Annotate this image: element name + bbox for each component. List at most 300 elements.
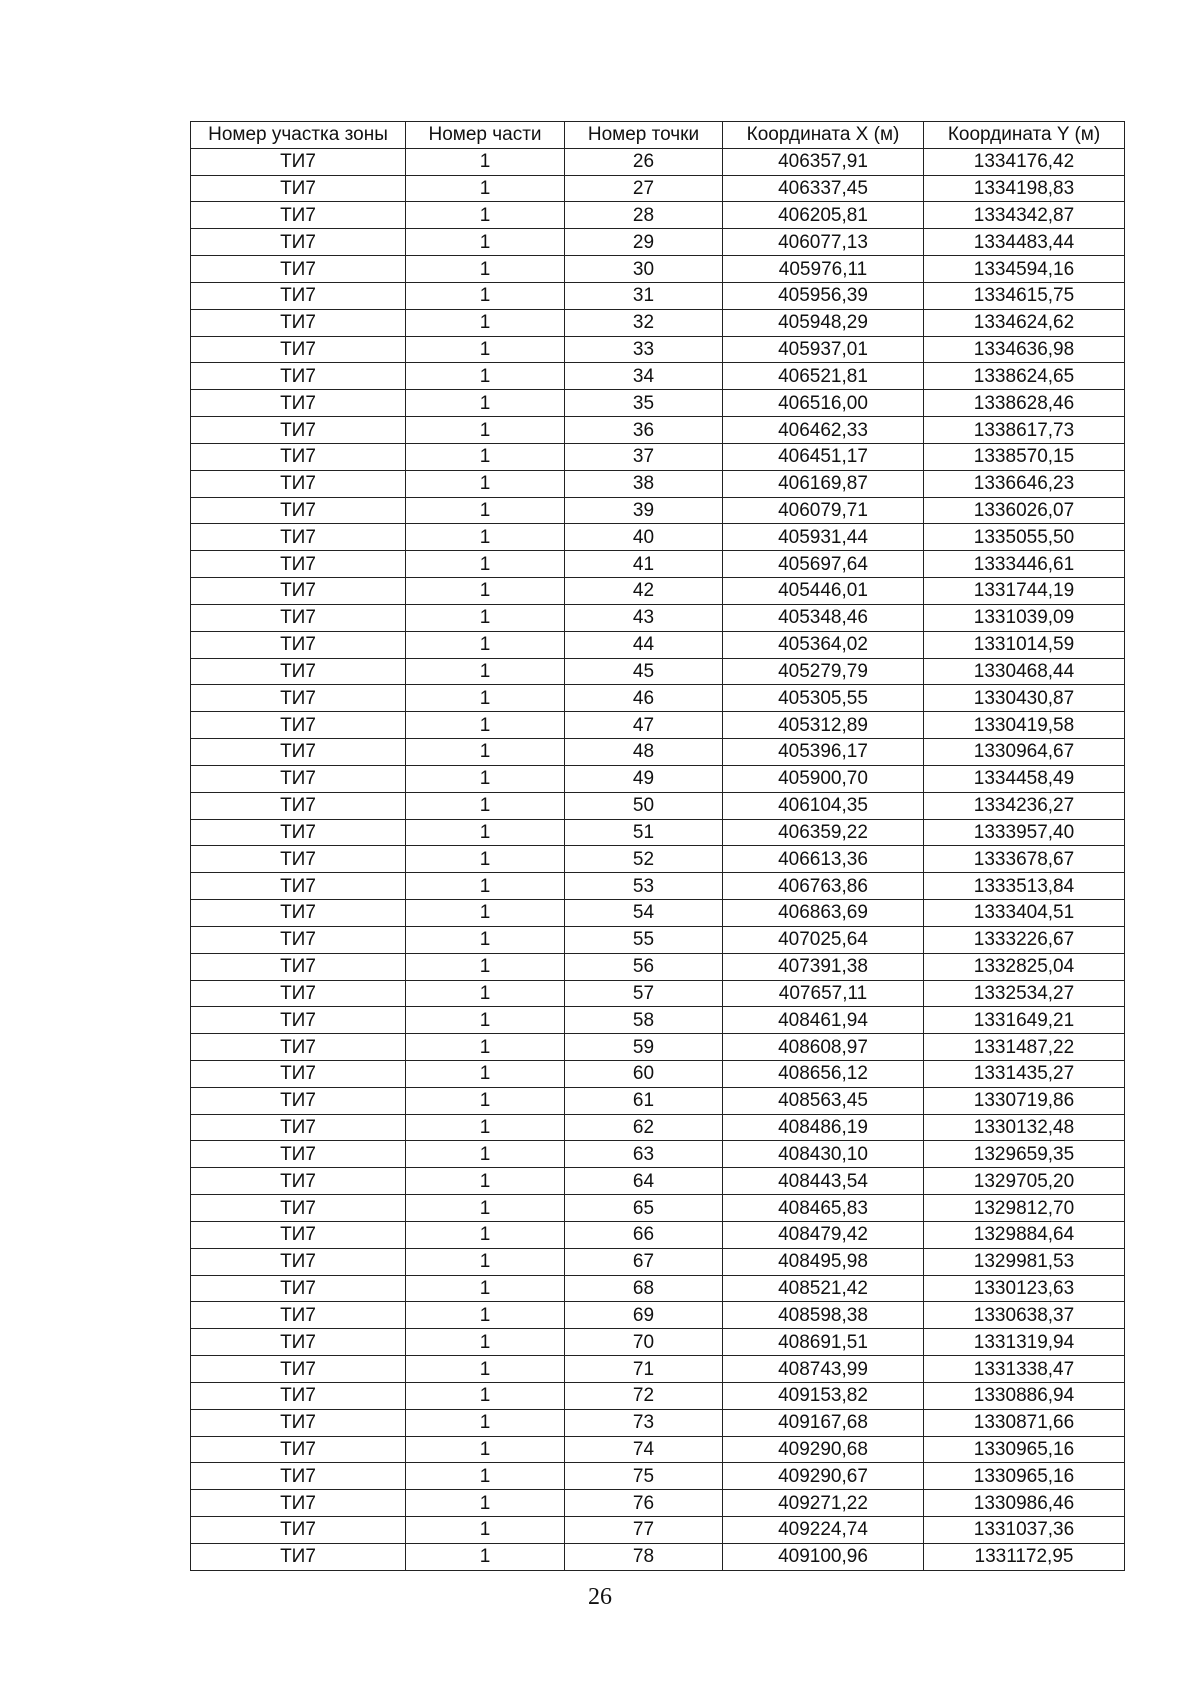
cell-part-number: 1	[406, 1060, 565, 1087]
cell-coordinate-x: 407657,11	[723, 980, 924, 1007]
cell-coordinate-y: 1330430,87	[924, 685, 1125, 712]
cell-point-number: 50	[565, 792, 723, 819]
cell-zone-section: ТИ7	[191, 631, 406, 658]
cell-coordinate-x: 406763,86	[723, 873, 924, 900]
cell-zone-section: ТИ7	[191, 1060, 406, 1087]
cell-coordinate-y: 1334624,62	[924, 309, 1125, 336]
table-row	[191, 1329, 1125, 1356]
cell-coordinate-x: 406462,33	[723, 417, 924, 444]
cell-coordinate-x: 405976,11	[723, 256, 924, 283]
table-row	[191, 256, 1125, 283]
cell-point-number: 65	[565, 1195, 723, 1222]
cell-zone-section: ТИ7	[191, 148, 406, 175]
cell-zone-section: ТИ7	[191, 1302, 406, 1329]
cell-coordinate-y: 1330132,48	[924, 1114, 1125, 1141]
cell-part-number: 1	[406, 148, 565, 175]
cell-point-number: 52	[565, 846, 723, 873]
cell-part-number: 1	[406, 1034, 565, 1061]
cell-coordinate-x: 405446,01	[723, 578, 924, 605]
cell-zone-section: ТИ7	[191, 256, 406, 283]
cell-point-number: 56	[565, 953, 723, 980]
cell-coordinate-x: 405279,79	[723, 658, 924, 685]
cell-point-number: 78	[565, 1543, 723, 1570]
cell-zone-section: ТИ7	[191, 926, 406, 953]
cell-part-number: 1	[406, 336, 565, 363]
cell-zone-section: ТИ7	[191, 1195, 406, 1222]
cell-coordinate-y: 1334483,44	[924, 229, 1125, 256]
table-row	[191, 1463, 1125, 1490]
table-row	[191, 1034, 1125, 1061]
cell-coordinate-x: 408461,94	[723, 1007, 924, 1034]
cell-zone-section: ТИ7	[191, 497, 406, 524]
table-row	[191, 631, 1125, 658]
cell-coordinate-y: 1333957,40	[924, 819, 1125, 846]
cell-part-number: 1	[406, 1141, 565, 1168]
cell-coordinate-y: 1334594,16	[924, 256, 1125, 283]
cell-part-number: 1	[406, 497, 565, 524]
table-row	[191, 148, 1125, 175]
cell-part-number: 1	[406, 846, 565, 873]
cell-coordinate-x: 409153,82	[723, 1382, 924, 1409]
cell-zone-section: ТИ7	[191, 417, 406, 444]
table-row	[191, 1168, 1125, 1195]
table-row	[191, 1114, 1125, 1141]
cell-zone-section: ТИ7	[191, 363, 406, 390]
cell-coordinate-x: 406516,00	[723, 390, 924, 417]
cell-coordinate-y: 1331172,95	[924, 1543, 1125, 1570]
table-row	[191, 846, 1125, 873]
cell-zone-section: ТИ7	[191, 524, 406, 551]
cell-zone-section: ТИ7	[191, 1409, 406, 1436]
cell-zone-section: ТИ7	[191, 1275, 406, 1302]
table-row	[191, 739, 1125, 766]
table-row	[191, 1007, 1125, 1034]
cell-part-number: 1	[406, 604, 565, 631]
table-row	[191, 953, 1125, 980]
cell-zone-section: ТИ7	[191, 980, 406, 1007]
cell-point-number: 49	[565, 765, 723, 792]
cell-coordinate-y: 1329705,20	[924, 1168, 1125, 1195]
cell-coordinate-y: 1333226,67	[924, 926, 1125, 953]
cell-point-number: 53	[565, 873, 723, 900]
cell-coordinate-y: 1331014,59	[924, 631, 1125, 658]
cell-zone-section: ТИ7	[191, 1490, 406, 1517]
cell-zone-section: ТИ7	[191, 309, 406, 336]
cell-point-number: 36	[565, 417, 723, 444]
cell-zone-section: ТИ7	[191, 1356, 406, 1383]
cell-coordinate-y: 1331487,22	[924, 1034, 1125, 1061]
cell-part-number: 1	[406, 1543, 565, 1570]
cell-coordinate-y: 1329981,53	[924, 1248, 1125, 1275]
cell-coordinate-x: 408465,83	[723, 1195, 924, 1222]
cell-coordinate-y: 1333446,61	[924, 551, 1125, 578]
cell-coordinate-x: 405900,70	[723, 765, 924, 792]
table-header	[191, 122, 1125, 149]
cell-zone-section: ТИ7	[191, 1114, 406, 1141]
table-row	[191, 1409, 1125, 1436]
cell-part-number: 1	[406, 1517, 565, 1544]
table-row	[191, 1195, 1125, 1222]
cell-point-number: 48	[565, 739, 723, 766]
header-row	[191, 122, 1125, 149]
cell-part-number: 1	[406, 1329, 565, 1356]
cell-coordinate-y: 1330965,16	[924, 1463, 1125, 1490]
cell-zone-section: ТИ7	[191, 1168, 406, 1195]
cell-point-number: 51	[565, 819, 723, 846]
cell-zone-section: ТИ7	[191, 846, 406, 873]
table-row	[191, 1356, 1125, 1383]
cell-point-number: 59	[565, 1034, 723, 1061]
cell-part-number: 1	[406, 1302, 565, 1329]
cell-point-number: 46	[565, 685, 723, 712]
cell-coordinate-y: 1330871,66	[924, 1409, 1125, 1436]
cell-point-number: 62	[565, 1114, 723, 1141]
cell-zone-section: ТИ7	[191, 1007, 406, 1034]
cell-coordinate-x: 406613,36	[723, 846, 924, 873]
cell-coordinate-y: 1330986,46	[924, 1490, 1125, 1517]
cell-part-number: 1	[406, 819, 565, 846]
cell-coordinate-x: 405305,55	[723, 685, 924, 712]
cell-coordinate-y: 1336646,23	[924, 470, 1125, 497]
cell-coordinate-x: 405396,17	[723, 739, 924, 766]
cell-coordinate-x: 405364,02	[723, 631, 924, 658]
header-coordinate-y: Координата Y (м)	[924, 122, 1125, 149]
cell-part-number: 1	[406, 739, 565, 766]
cell-zone-section: ТИ7	[191, 1087, 406, 1114]
cell-zone-section: ТИ7	[191, 175, 406, 202]
cell-zone-section: ТИ7	[191, 1248, 406, 1275]
cell-part-number: 1	[406, 417, 565, 444]
cell-coordinate-x: 405931,44	[723, 524, 924, 551]
cell-point-number: 63	[565, 1141, 723, 1168]
header-zone-section: Номер участка зоны	[191, 122, 406, 149]
cell-coordinate-y: 1333678,67	[924, 846, 1125, 873]
cell-part-number: 1	[406, 175, 565, 202]
cell-zone-section: ТИ7	[191, 443, 406, 470]
cell-part-number: 1	[406, 256, 565, 283]
header-coordinate-x: Координата X (м)	[723, 122, 924, 149]
cell-part-number: 1	[406, 229, 565, 256]
cell-coordinate-y: 1329884,64	[924, 1221, 1125, 1248]
cell-coordinate-x: 408495,98	[723, 1248, 924, 1275]
table-row	[191, 685, 1125, 712]
table-row	[191, 229, 1125, 256]
cell-coordinate-y: 1330719,86	[924, 1087, 1125, 1114]
cell-zone-section: ТИ7	[191, 1141, 406, 1168]
table-row	[191, 873, 1125, 900]
cell-part-number: 1	[406, 792, 565, 819]
cell-zone-section: ТИ7	[191, 712, 406, 739]
cell-coordinate-y: 1334342,87	[924, 202, 1125, 229]
cell-coordinate-y: 1331435,27	[924, 1060, 1125, 1087]
cell-zone-section: ТИ7	[191, 1382, 406, 1409]
cell-coordinate-y: 1329659,35	[924, 1141, 1125, 1168]
table-row	[191, 309, 1125, 336]
cell-coordinate-y: 1331338,47	[924, 1356, 1125, 1383]
header-part-number: Номер части	[406, 122, 565, 149]
cell-coordinate-x: 407391,38	[723, 953, 924, 980]
cell-coordinate-x: 406357,91	[723, 148, 924, 175]
cell-coordinate-x: 405312,89	[723, 712, 924, 739]
cell-coordinate-y: 1329812,70	[924, 1195, 1125, 1222]
cell-point-number: 66	[565, 1221, 723, 1248]
table-row	[191, 658, 1125, 685]
cell-coordinate-x: 408563,45	[723, 1087, 924, 1114]
table-row	[191, 363, 1125, 390]
table-row	[191, 819, 1125, 846]
cell-coordinate-y: 1334198,83	[924, 175, 1125, 202]
table-row	[191, 578, 1125, 605]
table-row	[191, 792, 1125, 819]
cell-coordinate-y: 1330419,58	[924, 712, 1125, 739]
cell-coordinate-y: 1333513,84	[924, 873, 1125, 900]
cell-coordinate-x: 409224,74	[723, 1517, 924, 1544]
cell-part-number: 1	[406, 578, 565, 605]
cell-point-number: 73	[565, 1409, 723, 1436]
cell-part-number: 1	[406, 765, 565, 792]
cell-point-number: 42	[565, 578, 723, 605]
cell-point-number: 38	[565, 470, 723, 497]
cell-point-number: 58	[565, 1007, 723, 1034]
cell-coordinate-x: 405697,64	[723, 551, 924, 578]
table-row	[191, 497, 1125, 524]
cell-zone-section: ТИ7	[191, 390, 406, 417]
cell-point-number: 29	[565, 229, 723, 256]
cell-part-number: 1	[406, 1490, 565, 1517]
table-row	[191, 980, 1125, 1007]
cell-zone-section: ТИ7	[191, 792, 406, 819]
cell-coordinate-y: 1332825,04	[924, 953, 1125, 980]
cell-point-number: 33	[565, 336, 723, 363]
cell-point-number: 74	[565, 1436, 723, 1463]
cell-part-number: 1	[406, 390, 565, 417]
cell-coordinate-x: 406169,87	[723, 470, 924, 497]
table-row	[191, 551, 1125, 578]
cell-coordinate-y: 1338624,65	[924, 363, 1125, 390]
table-row	[191, 1490, 1125, 1517]
cell-coordinate-y: 1330638,37	[924, 1302, 1125, 1329]
cell-coordinate-x: 408430,10	[723, 1141, 924, 1168]
cell-coordinate-x: 408743,99	[723, 1356, 924, 1383]
cell-coordinate-y: 1334176,42	[924, 148, 1125, 175]
cell-zone-section: ТИ7	[191, 819, 406, 846]
cell-part-number: 1	[406, 1248, 565, 1275]
cell-coordinate-x: 406104,35	[723, 792, 924, 819]
cell-coordinate-y: 1331649,21	[924, 1007, 1125, 1034]
table-row	[191, 765, 1125, 792]
cell-part-number: 1	[406, 1436, 565, 1463]
cell-coordinate-y: 1335055,50	[924, 524, 1125, 551]
cell-coordinate-x: 409271,22	[723, 1490, 924, 1517]
cell-part-number: 1	[406, 1409, 565, 1436]
cell-zone-section: ТИ7	[191, 470, 406, 497]
cell-zone-section: ТИ7	[191, 578, 406, 605]
cell-coordinate-x: 408521,42	[723, 1275, 924, 1302]
table-row	[191, 1436, 1125, 1463]
cell-coordinate-y: 1331039,09	[924, 604, 1125, 631]
cell-zone-section: ТИ7	[191, 900, 406, 927]
cell-part-number: 1	[406, 658, 565, 685]
table-row	[191, 417, 1125, 444]
cell-coordinate-y: 1334236,27	[924, 792, 1125, 819]
cell-point-number: 69	[565, 1302, 723, 1329]
cell-coordinate-x: 406079,71	[723, 497, 924, 524]
cell-zone-section: ТИ7	[191, 739, 406, 766]
cell-coordinate-y: 1330123,63	[924, 1275, 1125, 1302]
cell-point-number: 41	[565, 551, 723, 578]
cell-part-number: 1	[406, 1114, 565, 1141]
table-row	[191, 1543, 1125, 1570]
cell-coordinate-y: 1333404,51	[924, 900, 1125, 927]
cell-point-number: 39	[565, 497, 723, 524]
cell-point-number: 34	[565, 363, 723, 390]
table-row	[191, 282, 1125, 309]
cell-point-number: 47	[565, 712, 723, 739]
cell-coordinate-x: 409100,96	[723, 1543, 924, 1570]
cell-part-number: 1	[406, 1087, 565, 1114]
table-row	[191, 1087, 1125, 1114]
cell-coordinate-x: 406451,17	[723, 443, 924, 470]
table-row	[191, 390, 1125, 417]
cell-coordinate-x: 407025,64	[723, 926, 924, 953]
cell-part-number: 1	[406, 1356, 565, 1383]
cell-zone-section: ТИ7	[191, 1034, 406, 1061]
cell-zone-section: ТИ7	[191, 1221, 406, 1248]
cell-point-number: 30	[565, 256, 723, 283]
cell-coordinate-y: 1338628,46	[924, 390, 1125, 417]
cell-part-number: 1	[406, 443, 565, 470]
cell-point-number: 32	[565, 309, 723, 336]
cell-zone-section: ТИ7	[191, 765, 406, 792]
table-row	[191, 712, 1125, 739]
cell-zone-section: ТИ7	[191, 1463, 406, 1490]
cell-part-number: 1	[406, 1195, 565, 1222]
coordinates-table	[190, 121, 1125, 1571]
cell-part-number: 1	[406, 685, 565, 712]
cell-zone-section: ТИ7	[191, 1436, 406, 1463]
table-row	[191, 524, 1125, 551]
table-body	[191, 148, 1125, 1570]
cell-coordinate-x: 408598,38	[723, 1302, 924, 1329]
cell-point-number: 57	[565, 980, 723, 1007]
cell-coordinate-x: 408656,12	[723, 1060, 924, 1087]
cell-point-number: 43	[565, 604, 723, 631]
cell-point-number: 67	[565, 1248, 723, 1275]
cell-point-number: 68	[565, 1275, 723, 1302]
cell-coordinate-x: 406337,45	[723, 175, 924, 202]
cell-coordinate-x: 406521,81	[723, 363, 924, 390]
cell-coordinate-x: 406205,81	[723, 202, 924, 229]
table-row	[191, 1517, 1125, 1544]
cell-point-number: 26	[565, 148, 723, 175]
cell-coordinate-y: 1330965,16	[924, 1436, 1125, 1463]
cell-part-number: 1	[406, 1168, 565, 1195]
cell-part-number: 1	[406, 900, 565, 927]
cell-point-number: 37	[565, 443, 723, 470]
cell-part-number: 1	[406, 309, 565, 336]
cell-zone-section: ТИ7	[191, 685, 406, 712]
cell-point-number: 76	[565, 1490, 723, 1517]
cell-coordinate-y: 1330964,67	[924, 739, 1125, 766]
cell-part-number: 1	[406, 363, 565, 390]
cell-zone-section: ТИ7	[191, 604, 406, 631]
table-row	[191, 1141, 1125, 1168]
cell-coordinate-y: 1334615,75	[924, 282, 1125, 309]
cell-zone-section: ТИ7	[191, 282, 406, 309]
cell-zone-section: ТИ7	[191, 1517, 406, 1544]
cell-point-number: 31	[565, 282, 723, 309]
cell-coordinate-x: 408486,19	[723, 1114, 924, 1141]
cell-point-number: 72	[565, 1382, 723, 1409]
cell-coordinate-x: 405937,01	[723, 336, 924, 363]
table-row	[191, 604, 1125, 631]
table-row	[191, 1248, 1125, 1275]
table-row	[191, 1275, 1125, 1302]
cell-part-number: 1	[406, 524, 565, 551]
table-row	[191, 1060, 1125, 1087]
cell-point-number: 64	[565, 1168, 723, 1195]
cell-point-number: 35	[565, 390, 723, 417]
cell-part-number: 1	[406, 1221, 565, 1248]
cell-coordinate-x: 406077,13	[723, 229, 924, 256]
cell-zone-section: ТИ7	[191, 1543, 406, 1570]
cell-coordinate-x: 409167,68	[723, 1409, 924, 1436]
cell-zone-section: ТИ7	[191, 873, 406, 900]
cell-coordinate-y: 1331744,19	[924, 578, 1125, 605]
cell-coordinate-x: 406359,22	[723, 819, 924, 846]
cell-zone-section: ТИ7	[191, 953, 406, 980]
cell-coordinate-x: 405348,46	[723, 604, 924, 631]
cell-point-number: 55	[565, 926, 723, 953]
cell-coordinate-y: 1331319,94	[924, 1329, 1125, 1356]
cell-part-number: 1	[406, 953, 565, 980]
cell-coordinate-x: 408479,42	[723, 1221, 924, 1248]
cell-coordinate-y: 1332534,27	[924, 980, 1125, 1007]
cell-zone-section: ТИ7	[191, 551, 406, 578]
cell-coordinate-y: 1338617,73	[924, 417, 1125, 444]
cell-coordinate-y: 1338570,15	[924, 443, 1125, 470]
cell-coordinate-x: 408691,51	[723, 1329, 924, 1356]
cell-point-number: 60	[565, 1060, 723, 1087]
table-row	[191, 900, 1125, 927]
cell-part-number: 1	[406, 631, 565, 658]
table-row	[191, 336, 1125, 363]
cell-coordinate-y: 1331037,36	[924, 1517, 1125, 1544]
cell-point-number: 54	[565, 900, 723, 927]
cell-part-number: 1	[406, 1275, 565, 1302]
cell-coordinate-x: 406863,69	[723, 900, 924, 927]
cell-zone-section: ТИ7	[191, 229, 406, 256]
cell-coordinate-x: 405956,39	[723, 282, 924, 309]
cell-point-number: 71	[565, 1356, 723, 1383]
table-row	[191, 1382, 1125, 1409]
table-row	[191, 202, 1125, 229]
cell-coordinate-x: 408608,97	[723, 1034, 924, 1061]
table-row	[191, 1302, 1125, 1329]
cell-part-number: 1	[406, 551, 565, 578]
table-row	[191, 1221, 1125, 1248]
cell-part-number: 1	[406, 712, 565, 739]
cell-point-number: 61	[565, 1087, 723, 1114]
table-row	[191, 443, 1125, 470]
cell-point-number: 75	[565, 1463, 723, 1490]
cell-coordinate-y: 1334458,49	[924, 765, 1125, 792]
cell-coordinate-x: 409290,68	[723, 1436, 924, 1463]
cell-point-number: 45	[565, 658, 723, 685]
cell-part-number: 1	[406, 1382, 565, 1409]
cell-part-number: 1	[406, 980, 565, 1007]
cell-zone-section: ТИ7	[191, 1329, 406, 1356]
